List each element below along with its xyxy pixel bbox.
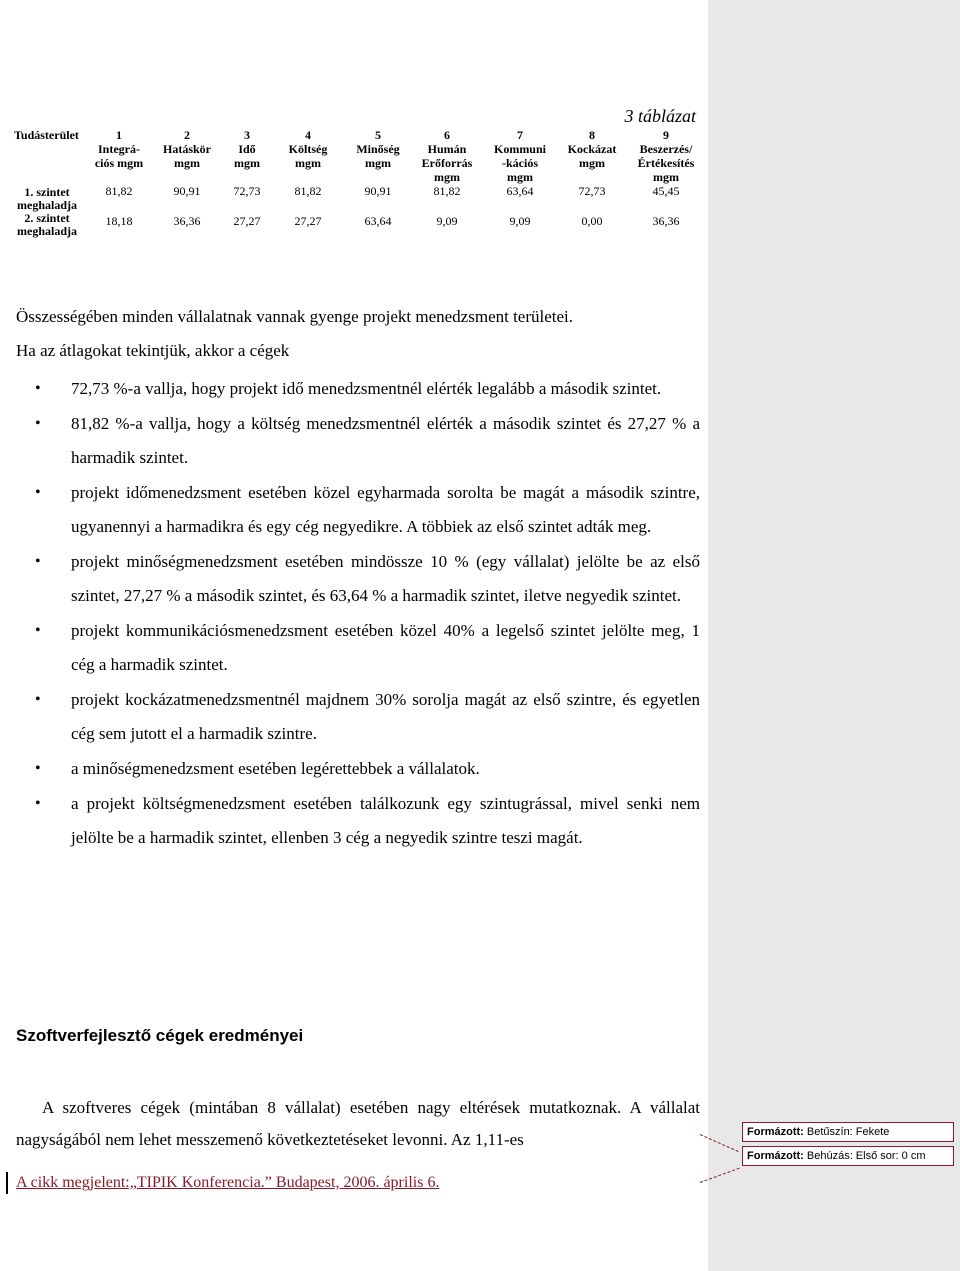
comment-text: Behúzás: Első sor: 0 cm bbox=[803, 1150, 926, 1162]
table-cell: 9,09 bbox=[436, 214, 458, 228]
table-cell: 36,36 bbox=[652, 214, 680, 228]
table-cell: 36,36 bbox=[173, 214, 201, 228]
table-cell: 18,18 bbox=[105, 214, 133, 228]
paragraph-text: A szoftveres cégek (mintában 8 vállalat) esetében nagy eltérések mutatkoznak. A vállalat nagyságából nem lehet messzemenő következtetéseket levonni. Az 1,11-es bbox=[16, 1098, 700, 1149]
comment-label: Formázott: bbox=[747, 1126, 804, 1138]
row-label: 1. szintet meghaladja bbox=[17, 185, 77, 212]
column-header: 1 Integrá- ciós mgm bbox=[94, 128, 144, 170]
column-header: 3 Idő mgm bbox=[234, 128, 260, 170]
table-cell: 9,09 bbox=[509, 214, 531, 228]
list-item: • 81,82 %-a vallja, hogy a költség menedzsmentnél elérték a második szintet és 27,27 % a harmadik szintet. bbox=[40, 407, 700, 475]
list-item: • projekt időmenedzsment esetében közel egyharmada sorolta be magát a második szintre, ugyanennyi a harmadikra és egy cég negyedikre. A többiek az első szintet adták meg. bbox=[40, 476, 700, 544]
row-label: 2. szintet meghaladja bbox=[17, 211, 77, 238]
column-header: 9 Beszerzés/ Értékesítés mgm bbox=[637, 128, 695, 184]
table-cell: 63,64 bbox=[364, 214, 392, 228]
table-caption: 3 táblázat bbox=[624, 106, 696, 126]
list-item: • a minőségmenedzsment esetében legérettebbek a vállalatok. bbox=[40, 752, 700, 786]
table-cell: 27,27 bbox=[233, 214, 261, 228]
list-item: • projekt kockázatmenedzsmentnél majdnem 30% sorolja magát az első szintre, és egyetlen cég sem jutott el a harmadik szintre. bbox=[40, 683, 700, 751]
footer-note: A cikk megjelent:„TIPIK Konferencia.” Budapest, 2006. április 6. bbox=[16, 1174, 440, 1191]
column-header: 6 Humán Erőforrás mgm bbox=[421, 128, 473, 184]
section-heading: Szoftverfejlesztő cégek eredményei bbox=[16, 1026, 304, 1045]
list-item: • 72,73 %-a vallja, hogy projekt idő menedzsmentnél elérték legalább a második szintet. bbox=[40, 372, 700, 406]
column-header: 4 Költség mgm bbox=[288, 128, 328, 170]
table-corner-header: Tudásterület bbox=[14, 128, 79, 142]
comment-label: Formázott: bbox=[747, 1150, 804, 1162]
row-labels bbox=[14, 186, 80, 238]
intro-text: Ha az átlagokat tekintjük, akkor a cégek bbox=[16, 341, 290, 360]
table-cell: 81,82 bbox=[433, 184, 461, 198]
summary-text: Összességében minden vállalatnak vannak gyenge projekt menedzsment területei. bbox=[16, 307, 574, 326]
table-cell: 90,91 bbox=[364, 184, 392, 198]
format-comment[interactable] bbox=[742, 1122, 954, 1142]
list-item: • a projekt költségmenedzsment esetében találkozunk egy szintugrással, mivel senki nem jelölte be a harmadik szintet, ellenben 3 cég a negyedik szintre teszi magát. bbox=[40, 787, 700, 855]
table-cell: 90,91 bbox=[173, 184, 201, 198]
findings-list bbox=[40, 372, 700, 856]
table-header-row bbox=[14, 128, 708, 184]
results-table bbox=[14, 128, 708, 244]
table-cell: 81,82 bbox=[294, 184, 322, 198]
column-header: 7 Kommuni -kációs mgm bbox=[493, 128, 546, 184]
list-item: • projekt kommunikációsmenedzsment esetében közel 40% a legelső szintet jelölte meg, 1 cég a harmadik szintet. bbox=[40, 614, 700, 682]
table-cell: 45,45 bbox=[652, 184, 680, 198]
comment-text: Betűszín: Fekete bbox=[803, 1126, 890, 1138]
body-paragraph bbox=[16, 1092, 700, 1156]
table-cell: 63,64 bbox=[506, 184, 534, 198]
table-cell: 0,00 bbox=[581, 214, 603, 228]
table-cell: 72,73 bbox=[578, 184, 606, 198]
column-header: 5 Minőség mgm bbox=[356, 128, 400, 170]
table-cell: 27,27 bbox=[294, 214, 322, 228]
comment-margin bbox=[708, 0, 960, 1271]
table-cell: 72,73 bbox=[233, 184, 261, 198]
change-bar bbox=[6, 1172, 8, 1194]
format-comment[interactable] bbox=[742, 1146, 954, 1166]
table-row bbox=[14, 184, 708, 214]
table-row bbox=[14, 214, 708, 244]
column-header: 2 Hatáskör mgm bbox=[163, 128, 211, 170]
column-header: 8 Kockázat mgm bbox=[567, 128, 617, 170]
list-item: • projekt minőségmenedzsment esetében mindössze 10 % (egy vállalat) jelölte be az első szintet, 27,27 % a második szintet, és 63,64 % a harmadik szintet, iletve negyedik szintet. bbox=[40, 545, 700, 613]
table-cell: 81,82 bbox=[105, 184, 133, 198]
